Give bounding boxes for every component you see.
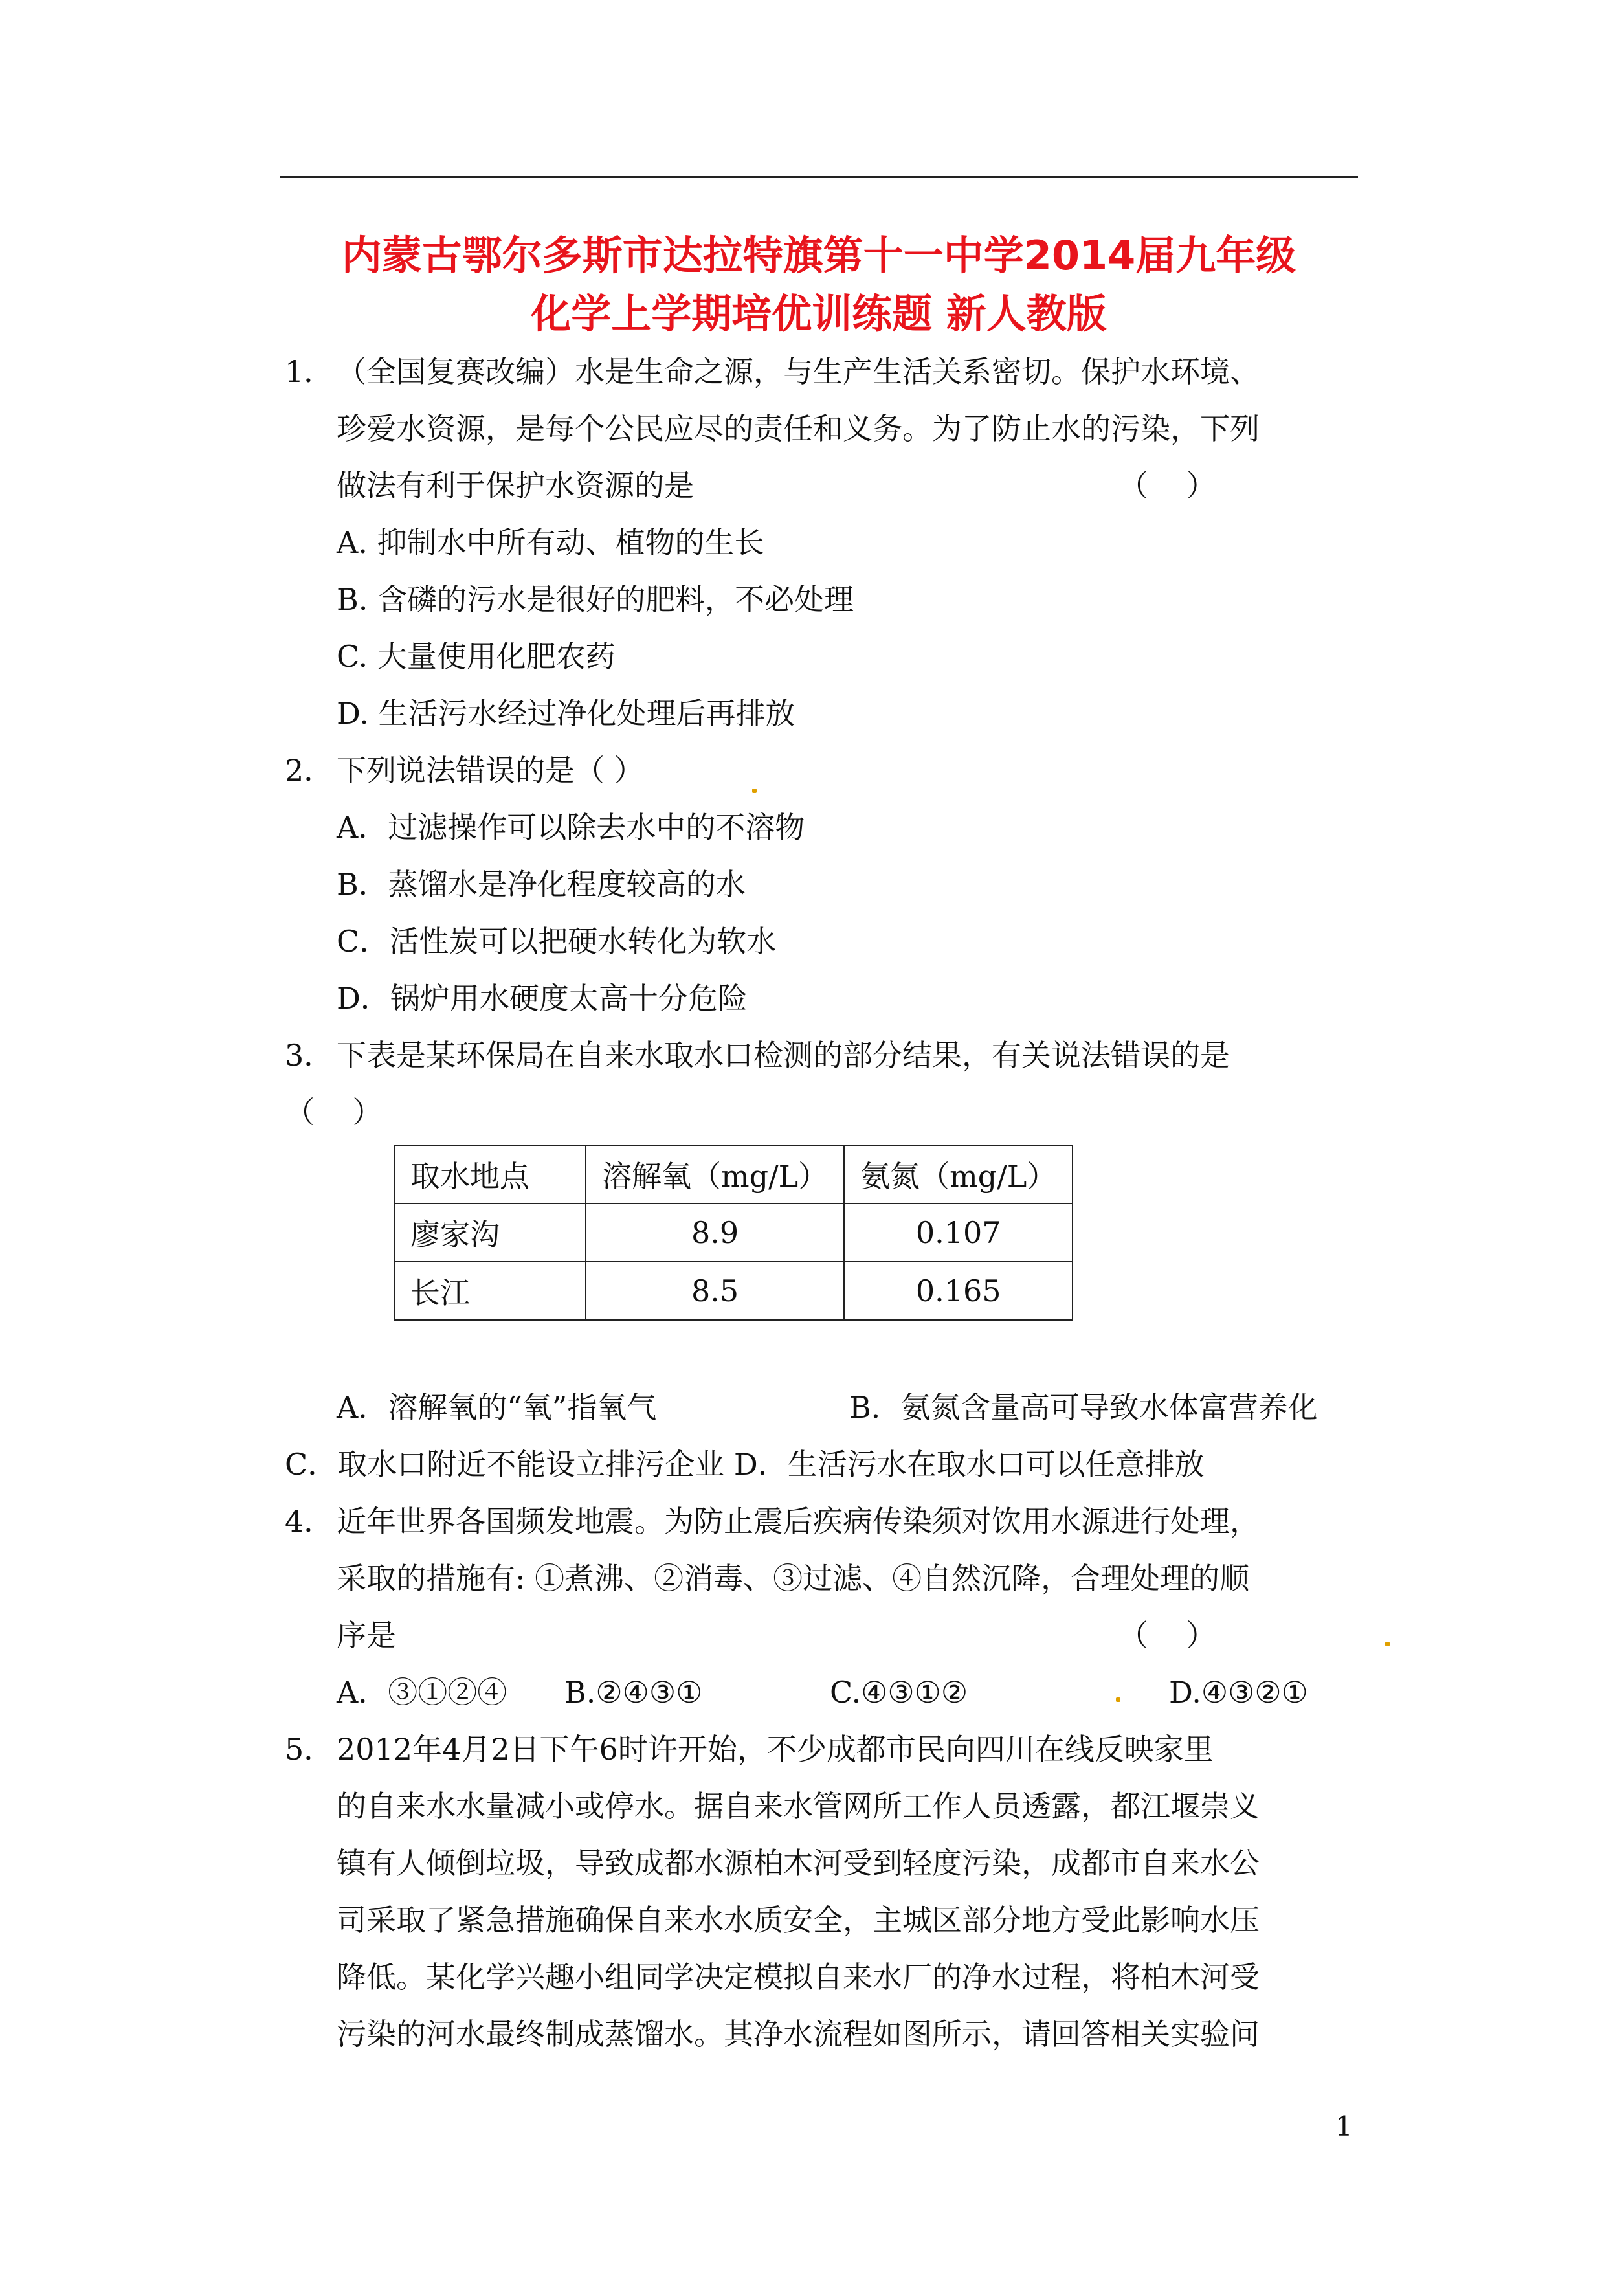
q3-stem: 下表是某环保局在自来水取水口检测的部分结果，有关说法错误的是	[337, 1038, 1230, 1073]
q3-answer-blank: （ ）	[285, 1095, 383, 1130]
q1-stem-line-2: 珍爱水资源，是每个公民应尽的责任和义务。为了防止水的污染，下列	[337, 411, 1260, 446]
q2-option-a: A．过滤操作可以除去水中的不溶物	[337, 810, 805, 845]
page-title-line-2: 化学上学期培优训练题 新人教版	[531, 290, 1107, 337]
stray-mark	[1116, 1697, 1120, 1702]
table-cell: 8.9	[586, 1203, 844, 1262]
q1-option-c: C. 大量使用化肥农药	[337, 639, 616, 674]
table-row	[394, 1262, 1073, 1320]
table-cell: 0.165	[844, 1262, 1073, 1320]
stray-mark	[752, 789, 757, 793]
q5-line-4: 司采取了紧急措施确保自来水水质安全，主城区部分地方受此影响水压	[337, 1903, 1260, 1938]
q2-number: 2．	[285, 753, 334, 788]
q4-stem-line-1: 近年世界各国频发地震。为防止震后疾病传染须对饮用水源进行处理，	[337, 1504, 1260, 1539]
q2-stem: 下列说法错误的是（ ）	[337, 753, 644, 788]
table-header-cell: 氨氮（mg/L）	[844, 1145, 1073, 1203]
table-cell: 0.107	[844, 1203, 1073, 1262]
table-cell: 8.5	[586, 1262, 844, 1320]
q2-option-b: B．蒸馏水是净化程度较高的水	[337, 867, 746, 902]
q4-number: 4．	[285, 1504, 334, 1539]
q1-answer-blank: （ ）	[1118, 468, 1216, 503]
q3-number: 3．	[285, 1038, 334, 1073]
q4-answer-blank: （ ）	[1118, 1618, 1216, 1653]
q1-option-b: B. 含磷的污水是很好的肥料，不必处理	[337, 582, 854, 617]
table-header-row	[394, 1145, 1073, 1203]
q3-option-b: B．氨氮含量高可导致水体富营养化	[849, 1390, 1318, 1425]
q3-option-a: A．溶解氧的“氧”指氧气	[337, 1390, 657, 1425]
water-quality-table	[394, 1145, 1073, 1321]
q1-option-a: A. 抑制水中所有动、植物的生长	[337, 525, 764, 560]
q4-option-c: C.④③①②	[830, 1675, 968, 1710]
q3-option-c-d: C．取水口附近不能设立排污企业 D．生活污水在取水口可以任意排放	[285, 1447, 1205, 1482]
q4-stem-line-3: 序是	[337, 1618, 396, 1653]
q5-line-5: 降低。某化学兴趣小组同学决定模拟自来水厂的净水过程，将柏木河受	[337, 1960, 1260, 1995]
q4-stem-line-2: 采取的措施有: ①煮沸、②消毒、③过滤、④自然沉降，合理处理的顺	[337, 1561, 1250, 1596]
q5-number: 5．	[285, 1732, 334, 1767]
table-cell: 廖家沟	[394, 1203, 586, 1262]
q1-option-d: D. 生活污水经过净化处理后再排放	[337, 696, 795, 731]
q4-option-a: A．③①②④	[337, 1675, 507, 1710]
q1-stem-line-1: （全国复赛改编）水是生命之源，与生产生活关系密切。保护水环境、	[337, 354, 1260, 389]
q5-line-1: 2012年4月2日下午6时许开始，不少成都市民向四川在线反映家里	[337, 1732, 1214, 1767]
header-rule	[280, 176, 1358, 178]
table-header-cell: 溶解氧（mg/L）	[586, 1145, 844, 1203]
q4-option-d: D.④③②①	[1169, 1675, 1308, 1710]
stray-mark	[1385, 1642, 1390, 1646]
table-row	[394, 1203, 1073, 1262]
table-cell: 长江	[394, 1262, 586, 1320]
q4-option-b: B.②④③①	[564, 1675, 703, 1710]
q5-line-3: 镇有人倾倒垃圾，导致成都水源柏木河受到轻度污染，成都市自来水公	[337, 1846, 1260, 1881]
q1-number: 1．	[285, 354, 334, 389]
q2-option-d: D．锅炉用水硬度太高十分危险	[337, 981, 748, 1016]
q1-stem-line-3: 做法有利于保护水资源的是	[337, 468, 694, 503]
q2-option-c: C．活性炭可以把硬水转化为软水	[337, 924, 777, 959]
q5-line-2: 的自来水水量减小或停水。据自来水管网所工作人员透露，都江堰崇义	[337, 1789, 1260, 1824]
table-header-cell: 取水地点	[394, 1145, 586, 1203]
page-number: 1	[1335, 2110, 1353, 2142]
page-title-line-1: 内蒙古鄂尔多斯市达拉特旗第十一中学2014届九年级	[341, 232, 1296, 279]
q5-line-6: 污染的河水最终制成蒸馏水。其净水流程如图所示，请回答相关实验问	[337, 2017, 1260, 2052]
